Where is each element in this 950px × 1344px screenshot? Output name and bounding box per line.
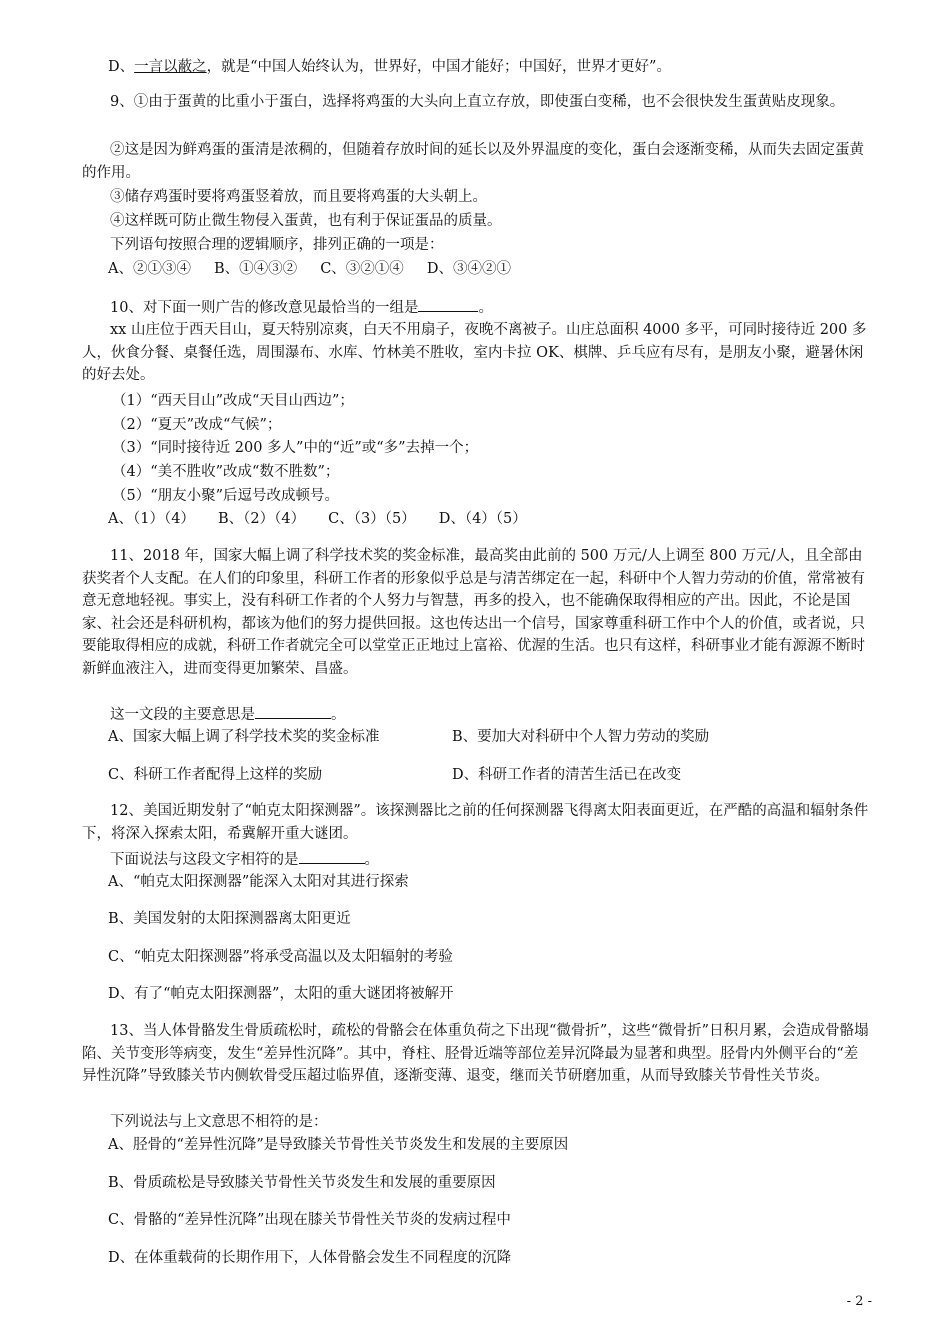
q11-option-c: C、科研工作者配得上这样的奖励 (108, 767, 323, 783)
q9-options: A、②①③④ B、①④③② C、③②①④ D、③④②① (108, 261, 511, 277)
q10-item-3: （3）“同时接待近 200 多人”中的“近”或“多”去掉一个； (112, 440, 479, 456)
q9-sentence-1: 9、①由于蛋黄的比重小于蛋白，选择将鸡蛋的大头向上直立存放，即使蛋白变稀，也不会很快发生蛋黄贴皮现象。 (110, 94, 845, 110)
q10-item-2: （2）“夏天”改成“气候”； (112, 417, 282, 433)
q13-question: 下列说法与上文意思不相符的是： (110, 1114, 328, 1130)
q12-option-d: D、有了“帕克太阳探测器”，太阳的重大谜团将被解开 (108, 986, 454, 1002)
q12-option-b: B、美国发射的太阳探测器离太阳更近 (108, 911, 351, 927)
q10-question-suffix: 。 (478, 300, 493, 316)
q12-option-c: C、“帕克太阳探测器”将承受高温以及太阳辐射的考验 (108, 949, 453, 965)
q9-question: 下列语句按照合理的逻辑顺序，排列正确的一项是： (110, 237, 444, 253)
q11-option-a: A、国家大幅上调了科学技术奖的奖金标准 (108, 729, 380, 745)
q8-option-d-prefix: D、 (108, 59, 135, 75)
q10-options: A、（1）（4） B、（2）（4） C、（3）（5） D、（4）（5） (108, 511, 527, 527)
q12-question-suffix: 。 (364, 852, 379, 868)
q8-option-d-underlined: 一言以蔽之 (134, 59, 207, 75)
q13-option-c: C、骨骼的“差异性沉降”出现在膝关节骨性关节炎的发病过程中 (108, 1212, 511, 1228)
q10-question (82, 295, 872, 320)
q11-option-b: B、要加大对科研中个人智力劳动的奖励 (452, 729, 710, 745)
q12-text: 12、美国近期发射了“帕克太阳探测器”。该探测器比之前的任何探测器飞得离太阳表面更近，在严酷的高温和辐射条件下，将深入探索太阳，希冀解开重大谜团。 (82, 803, 869, 842)
q10-item-1: （1）“西天目山”改成“天目山西边”； (112, 393, 354, 409)
q12-question (82, 847, 872, 872)
q13-text: 13、当人体骨骼发生骨质疏松时，疏松的骨骼会在体重负荷之下出现“微骨折”，这些“微骨折”日积月累，会造成骨骼塌陷、关节变形等病变，发生“差异性沉降”。其中，脊柱、胫骨近端等部位差异沉降最为显著和典型。胫骨内外侧平台的“差异性沉降”导致膝关节内侧软骨受压超过临界值，逐渐变薄、退变，继而关节研磨加重，从而导致膝关节骨性关节炎。 (82, 1023, 869, 1084)
q9-sentence-2: ②这是因为鲜鸡蛋的蛋清是浓稠的，但随着存放时间的延长以及外界温度的变化，蛋白会逐渐变稀，从而失去固定蛋黄的作用。 (82, 142, 864, 181)
q8-option-d-rest: ，就是“中国人始终认为，世界好，中国才能好；中国好，世界才更好”。 (206, 59, 671, 75)
q13-option-b: B、骨质疏松是导致膝关节骨性关节炎发生和发展的重要原因 (108, 1175, 496, 1191)
q11-question-text: 这一文段的主要意思是 (110, 707, 255, 723)
q8-option-d (108, 56, 898, 79)
q10-ad-text: xx 山庄位于西天目山，夏天特别凉爽，白天不用扇子，夜晚不离被子。山庄总面积 4000 多平，可同时接待近 200 多人，伙食分餐、桌餐任选，周围瀑布、水库、竹林美不胜收，室内卡拉 OK、棋牌、乒乓应有尽有，是朋友小聚，避暑休闲的好去处。 (82, 322, 867, 383)
q13-option-a: A、胫骨的“差异性沉降”是导致膝关节骨性关节炎发生和发展的主要原因 (108, 1137, 569, 1153)
q10-item-5: （5）“朋友小聚”后逗号改成顿号。 (112, 488, 340, 504)
page-number: - 2 - (846, 1294, 872, 1309)
q11-question-suffix: 。 (331, 707, 346, 723)
q11-question (82, 702, 872, 727)
q11-answer-blank (255, 702, 331, 719)
q9-sentence-3: ③储存鸡蛋时要将鸡蛋竖着放，而且要将鸡蛋的大头朝上。 (110, 189, 487, 205)
q10-item-4: （4）“美不胜收”改成“数不胜数”； (112, 464, 340, 480)
q10-question-text: 10、对下面一则广告的修改意见最恰当的一组是 (110, 300, 419, 316)
q10-answer-blank (418, 295, 478, 312)
q12-option-a: A、“帕克太阳探测器”能深入太阳对其进行探索 (108, 874, 409, 890)
q13-option-d: D、在体重载荷的长期作用下，人体骨骼会发生不同程度的沉降 (108, 1250, 512, 1266)
q12-answer-blank (299, 847, 365, 864)
q12-question-text: 下面说法与这段文字相符的是 (110, 852, 299, 868)
q9-sentence-4: ④这样既可防止微生物侵入蛋黄，也有利于保证蛋品的质量。 (110, 213, 502, 229)
q11-option-d: D、科研工作者的清苦生活已在改变 (452, 767, 682, 783)
q11-text: 11、2018 年，国家大幅上调了科学技术奖的奖金标准，最高奖由此前的 500 万元/人上调至 800 万元/人，且全部由获奖者个人支配。在人们的印象里，科研工作者的形象似乎总是与清苦绑定在一起，科研中个人智力劳动的价值，常常被有意无意地轻视。事实上，没有科研工作者的个人努力与智慧，再多的投入，也不能确保取得相应的产出。因此，不论是国家、社会还是科研机构，都该为他们的努力提供回报。这也传达出一个信号，国家尊重科研工作中个人的价值，或者说，只要能取得相应的成就，科研工作者就完全可以堂堂正正地过上富裕、优渥的生活。也只有这样，科研事业才能有源源不断时新鲜血液注入，进而变得更加繁荣、昌盛。 (82, 548, 865, 677)
